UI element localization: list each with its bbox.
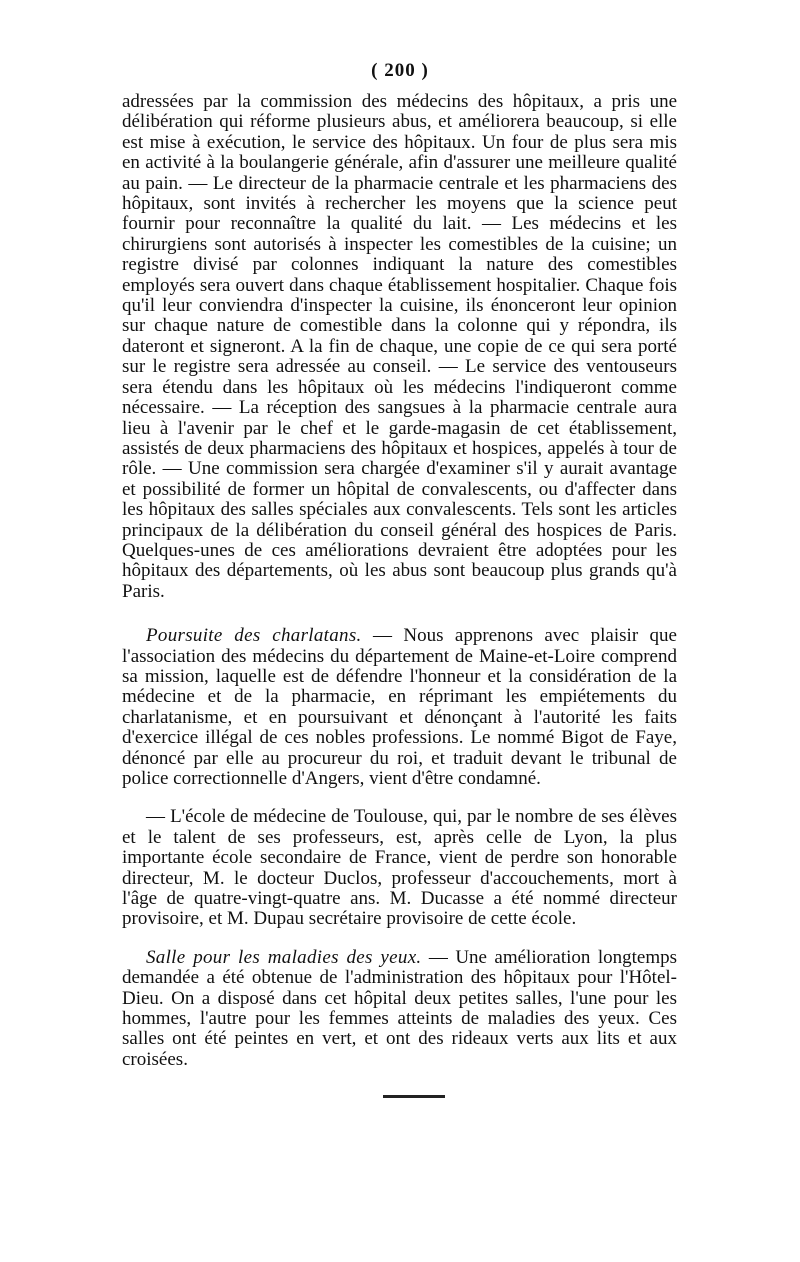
end-rule-divider bbox=[383, 1095, 445, 1098]
paragraph-hospital-deliberation: adressées par la commission des médecins des hôpitaux, a pris une délibération qui réforme plusieurs abus, et améliorera beaucoup, si elle est mise à exécution, le service des hôpitaux. Un four de plus sera mis en activité à la boulangerie générale, afin d'assurer une meilleure qualité au pain. — Le directeur de la pharmacie centrale et les pharmaciens des hôpitaux, sont invités à rechercher les moyens que la science peut fournir pour reconnaître la qualité du lait. — Les médecins et les chirurgiens sont autorisés à inspecter les comestibles de la cuisine; un registre divisé par colonnes indiquant la nature des comestibles employés sera ouvert dans chaque établissement hospitalier. Chaque fois qu'il leur conviendra d'inspecter la cuisine, ils énonceront leur opinion sur chaque nature de comestible dans la colonne qui y répondra, ils dateront et signeront. A la fin de chaque, une copie de ce qui sera porté sur le registre sera adressée au conseil. — Le service des ventouseurs sera étendu dans les hôpitaux où les médecins l'indiqueront comme nécessaire. — La réception des sangsues à la pharmacie centrale aura lieu à l'avenir par le chef et le garde-magasin de cet établissement, assistés de deux pharmaciens des hôpitaux et hospices, appelés à tour de rôle. — Une commission sera chargée d'examiner s'il y aurait avantage et possibilité de former un hôpital de convalescents, ou d'affecter dans les hôpitaux des salles spéciales aux convalescents. Tels sont les articles principaux de la délibération du conseil général des hospices de Paris. Quelques-unes de ces améliorations devraient être adoptées pour les hôpitaux des départements, où les abus sont beaucoup plus grands qu'à Paris. bbox=[122, 91, 677, 602]
page-number: ( 200 ) bbox=[371, 60, 429, 81]
paragraph-charlatans bbox=[122, 626, 677, 789]
body-charlatans: — Nous apprenons avec plaisir que l'association des médecins du département de Maine-et-Loire comprend sa mission, laquelle est de défendre l'honneur et la considération de la médecine et de la pharmacie, en réprimant les empiétements du charlatanisme, et en poursuivant et dénonçant à l'autorité les faits d'exercice illégal de ces nobles professions. Le nommé Bigot de Faye, dénoncé par elle au procureur du roi, et traduit devant le tribunal de police correctionnelle d'Angers, vient d'être condamné. bbox=[122, 625, 677, 789]
text-column bbox=[122, 92, 677, 1070]
paragraph-eye-ward bbox=[122, 948, 677, 1070]
heading-charlatans: Poursuite des charlatans. bbox=[146, 625, 362, 647]
body-eye-ward: — Une amélioration longtemps demandée a été obtenue de l'administration des hôpitaux pour l'Hôtel-Dieu. On a disposé dans cet hôpital deux petites salles, l'une pour les hommes, l'autre pour les femmes atteints de maladies des yeux. Ces salles ont été peintes en vert, et ont des rideaux verts aux lits et aux croisées. bbox=[122, 946, 678, 1070]
heading-eye-ward: Salle pour les maladies des yeux. bbox=[146, 946, 422, 968]
paragraph-toulouse-school: — L'école de médecine de Toulouse, qui, par le nombre de ses élèves et le talent de ses professeurs, est, après celle de Lyon, la plus importante école secondaire de France, vient de perdre son honorable directeur, M. le docteur Duclos, professeur d'accouchements, mort à l'âge de quatre-vingt-quatre ans. M. Ducasse a été nommé directeur provisoire, et M. Dupau secrétaire provisoire de cette école. bbox=[122, 806, 677, 930]
